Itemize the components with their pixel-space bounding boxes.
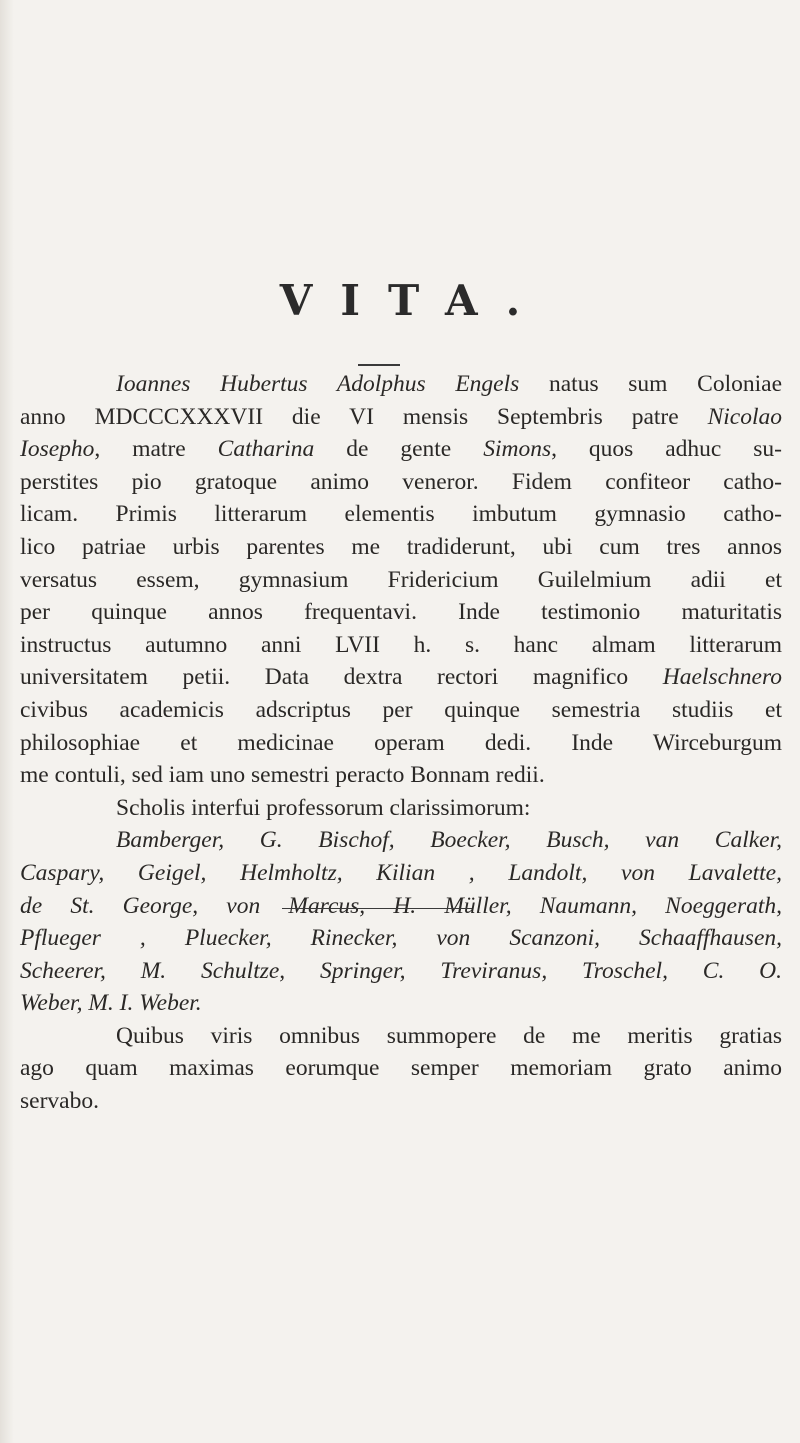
text-line: Ioannes Hubertus Adolphus Engels natus sum Coloniae [116, 371, 782, 397]
text-line: me contuli, sed iam uno semestri peracto Bonnam redii. [20, 762, 545, 789]
text-line: civibus academicis adscriptus per quinque semestria studiis et [20, 696, 782, 723]
professor-names-line: Bamberger, G. Bischof, Boecker, Busch, van Calker, [116, 827, 782, 854]
text-line: anno MDCCCXXXVII die VI mensis Septembris patre Nicolao [20, 403, 782, 430]
page-edge [0, 0, 14, 1443]
professor-names-line: Weber, M. I. Weber. [20, 990, 202, 1017]
text-line: lico patriae urbis parentes me tradiderunt, ubi cum tres annos [20, 533, 782, 560]
title-divider [358, 364, 400, 366]
professor-names-line: Pflueger , Pluecker, Rinecker, von Scanzoni, Schaaffhausen, [20, 925, 782, 952]
closing-divider [282, 908, 472, 909]
paragraph-professors [20, 792, 782, 1020]
vita-text [20, 368, 782, 1118]
text-line: perstites pio gratoque animo veneror. Fidem confiteor catho- [20, 468, 782, 495]
professor-names-line: Caspary, Geigel, Helmholtz, Kilian , Landolt, von Lavalette, [20, 859, 782, 886]
professor-names-line: de St. George, von Marcus, H. Müller, Naumann, Noeggerath, [20, 892, 782, 919]
text-line: Iosepho, matre Catharina de gente Simons, quos adhuc su- [20, 436, 783, 463]
text-line: instructus autumno anni LVII h. s. hanc almam litterarum [20, 631, 782, 658]
text-line: licam. Primis litterarum elementis imbutum gymnasio catho- [20, 501, 782, 528]
professors-intro: Scholis interfui professorum clarissimorum: [116, 794, 531, 821]
page-title: VITA. [279, 276, 549, 325]
paragraph-birth-education [20, 368, 782, 792]
paragraph-gratitude [20, 1020, 782, 1118]
professor-names-line: Scheerer, M. Schultze, Springer, Treviranus, Troschel, C. O. [20, 957, 782, 984]
text-line: universitatem petii. Data dextra rectori magnifico Haelschnero [20, 664, 782, 691]
text-line: philosophiae et medicinae operam dedi. Inde Wirceburgum [20, 729, 782, 756]
text-line: versatus essem, gymnasium Fridericium Guilelmium adii et [20, 566, 782, 593]
text-line: per quinque annos frequentavi. Inde testimonio maturitatis [20, 599, 782, 626]
text-line: ago quam maximas eorumque semper memoriam grato animo [20, 1055, 782, 1082]
text-line: servabo. [20, 1088, 99, 1115]
text-line: Quibus viris omnibus summopere de me meritis gratias [116, 1022, 782, 1049]
